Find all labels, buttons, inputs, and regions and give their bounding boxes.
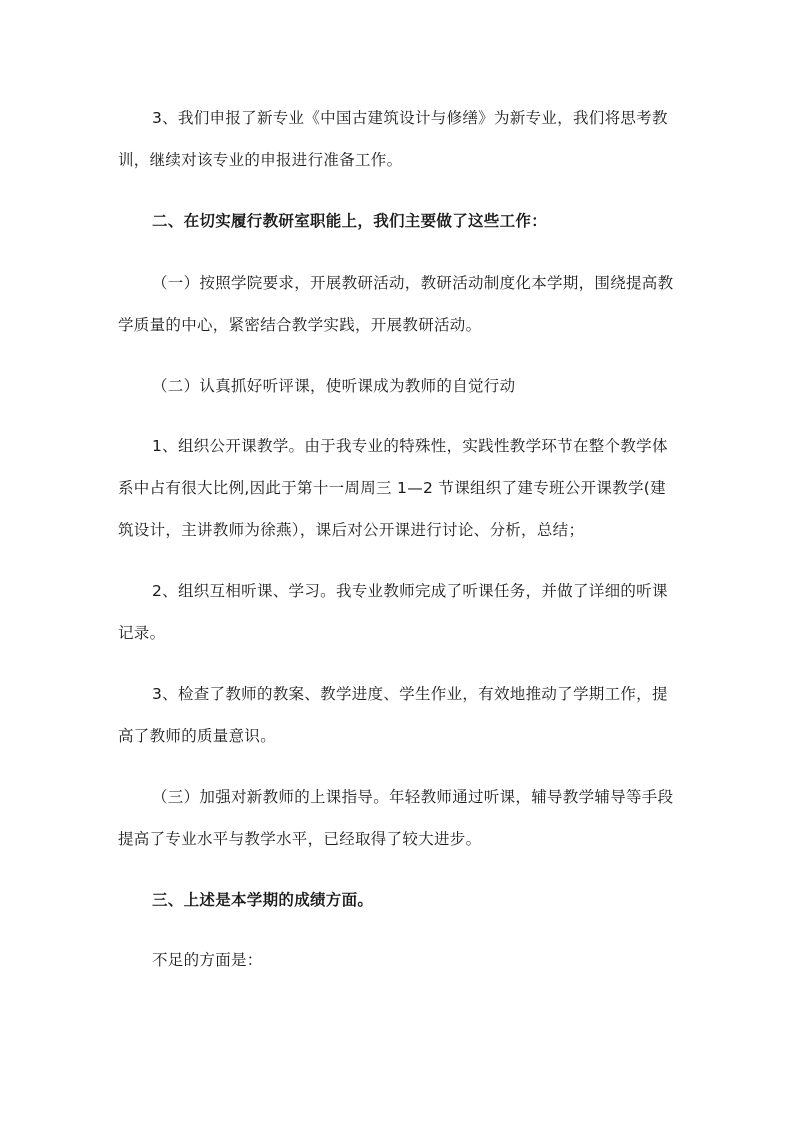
paragraph-item-three <box>118 776 678 860</box>
paragraph-item-two <box>118 365 678 407</box>
text-line: 高了教师的质量意识。 <box>118 727 277 745</box>
text-line: （二）认真抓好听评课，使听课成为教师的自觉行动 <box>152 377 516 395</box>
text-line: 3、检查了教师的教案、教学进度、学生作业，有效地推动了学期工作，提 <box>152 685 668 703</box>
paragraph-mutual-observation <box>118 570 678 654</box>
text-line: 2、组织互相听课、学习。我专业教师完成了听课任务，并做了详细的听课 <box>152 582 668 600</box>
section-heading-two <box>118 200 678 242</box>
paragraph-shortcomings <box>118 939 678 981</box>
text-line: 3、我们申报了新专业《中国古建筑设计与修缮》为新专业，我们将思考教 <box>152 109 668 127</box>
text-line: 系中占有很大比例,因此于第十一周周三 1—2 节课组织了建专班公开课教学(建 <box>118 479 666 497</box>
text-line: 提高了专业水平与教学水平，已经取得了较大进步。 <box>118 830 482 848</box>
section-heading-three <box>118 879 678 921</box>
paragraph-open-class <box>118 425 678 551</box>
text-line: （一）按照学院要求，开展教研活动，教研活动制度化本学期，围绕提高教 <box>152 274 674 292</box>
text-line: 训，继续对该专业的申报进行准备工作。 <box>118 151 403 169</box>
text-line: 不足的方面是： <box>152 951 263 969</box>
paragraph-new-major-application <box>118 97 678 181</box>
text-line: 学质量的中心，紧密结合教学实践，开展教研活动。 <box>118 316 482 334</box>
paragraph-inspection <box>118 673 678 757</box>
heading-text: 三、上述是本学期的成绩方面。 <box>152 891 374 909</box>
text-line: 记录。 <box>118 624 166 642</box>
paragraph-item-one <box>118 262 678 346</box>
heading-text: 二、在切实履行教研室职能上，我们主要做了这些工作： <box>152 212 548 230</box>
text-line: 1、组织公开课教学。由于我专业的特殊性，实践性教学环节在整个教学体 <box>152 437 668 455</box>
text-line: 筑设计，主讲教师为徐燕），课后对公开课进行讨论、分析，总结； <box>118 521 585 539</box>
text-line: （三）加强对新教师的上课指导。年轻教师通过听课，辅导教学辅导等手段 <box>152 788 674 806</box>
